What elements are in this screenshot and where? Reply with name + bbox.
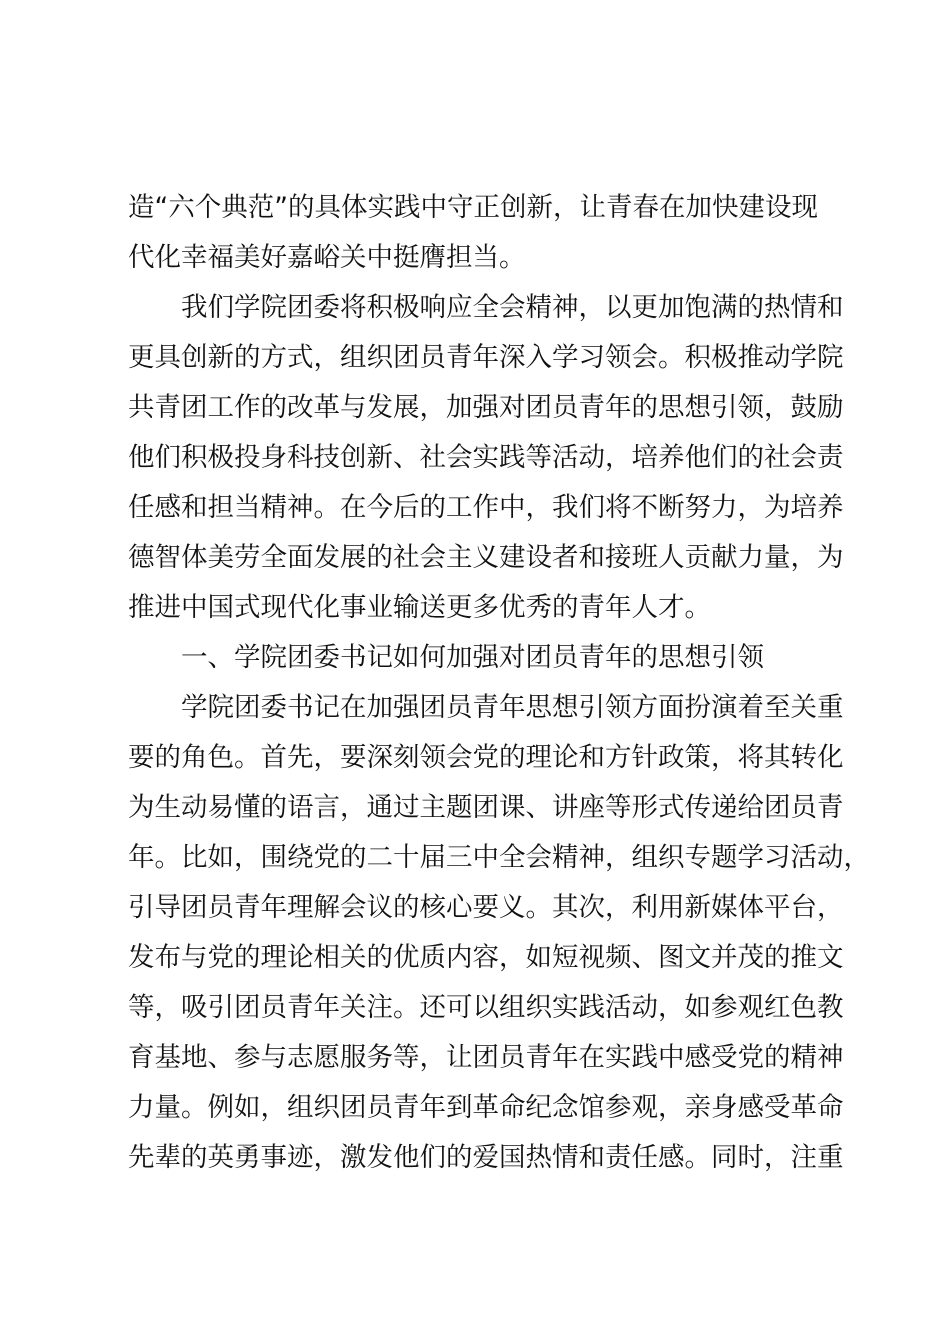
text-line: 引导团员青年理解会议的核心要义。其次，利用新媒体平台， <box>128 892 844 923</box>
text-line: 为生动易懂的语言，通过主题团课、讲座等形式传递给团员青 <box>128 792 844 823</box>
text-line: 德智体美劳全面发展的社会主义建设者和接班人贡献力量，为 <box>128 542 844 573</box>
section-heading: 一、学院团委书记如何加强对团员青年的思想引领 <box>128 642 764 673</box>
text-line: 他们积极投身科技创新、社会实践等活动，培养他们的社会责 <box>128 442 844 473</box>
paragraph-start-line: 我们学院团委将积极响应全会精神，以更加饱满的热情和 <box>128 292 844 323</box>
text-line: 共青团工作的改革与发展，加强对团员青年的思想引领，鼓励 <box>128 392 844 423</box>
text-line: 先辈的英勇事迹，激发他们的爱国热情和责任感。同时，注重 <box>128 1142 844 1173</box>
text-line: 年。比如，围绕党的二十届三中全会精神，组织专题学习活动， <box>128 842 870 873</box>
text-line: 造“六个典范”的具体实践中守正创新，让青春在加快建设现 <box>128 192 818 223</box>
text-line: 等，吸引团员青年关注。还可以组织实践活动，如参观红色教 <box>128 992 844 1023</box>
text-line: 任感和担当精神。在今后的工作中，我们将不断努力，为培养 <box>128 492 844 523</box>
text-line: 更具创新的方式，组织团员青年深入学习领会。积极推动学院 <box>128 342 844 373</box>
text-line: 要的角色。首先，要深刻领会党的理论和方针政策，将其转化 <box>128 742 844 773</box>
text-line: 发布与党的理论相关的优质内容，如短视频、图文并茂的推文 <box>128 942 844 973</box>
paragraph-start-line: 学院团委书记在加强团员青年思想引领方面扮演着至关重 <box>128 692 844 723</box>
text-line: 代化幸福美好嘉峪关中挺膺担当。 <box>128 242 526 273</box>
text-line: 力量。例如，组织团员青年到革命纪念馆参观，亲身感受革命 <box>128 1092 844 1123</box>
text-line: 推进中国式现代化事业输送更多优秀的青年人才。 <box>128 592 711 623</box>
text-line: 育基地、参与志愿服务等，让团员青年在实践中感受党的精神 <box>128 1042 844 1073</box>
